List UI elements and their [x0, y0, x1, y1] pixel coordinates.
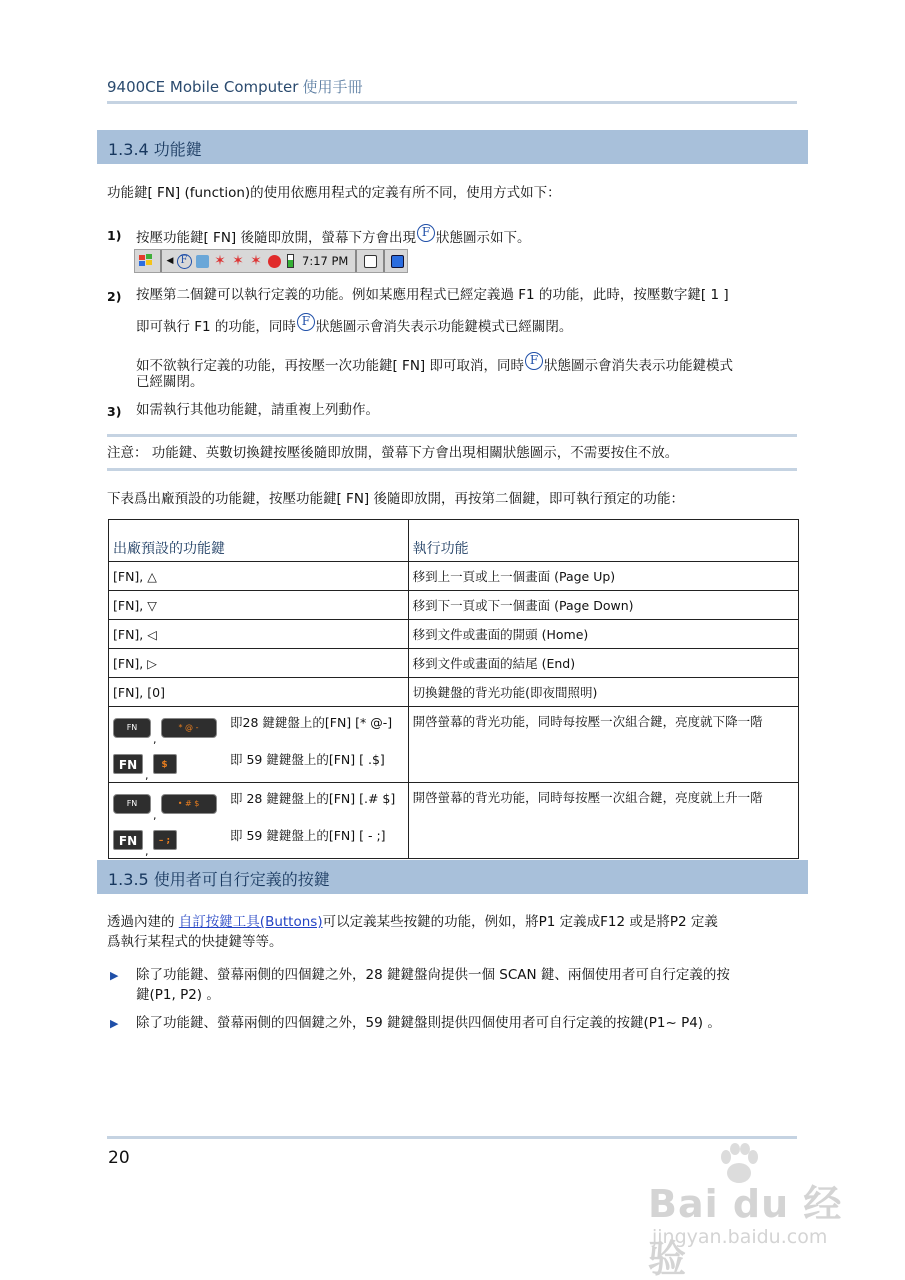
- network-icon: [193, 250, 211, 272]
- taskbar-divider-2: [355, 250, 357, 272]
- product-name: 9400CE Mobile Computer: [107, 78, 299, 96]
- key-59-backlight-up-image: – ;: [158, 836, 171, 846]
- backlight-down-28-desc: 即28 鍵鍵盤上的[FN] [* @-]: [230, 715, 393, 730]
- radio-signal-icon: ✶: [214, 253, 226, 269]
- user-keys-intro-line-2: 爲執行某程式的快捷鍵等等。: [107, 934, 283, 950]
- watermark-url: jingyan.baidu.com: [652, 1226, 828, 1248]
- bullet-28-key-line-1: 除了功能鍵、螢幕兩側的四個鍵之外，28 鍵鍵盤尙提供一個 SCAN 鍵、兩個使用者可自行定義的按: [136, 967, 730, 983]
- backlight-up-59-desc: 即 59 鍵鍵盤上的[FN] [ - ;]: [230, 828, 386, 843]
- taskbar-time: 7:17 PM: [302, 254, 349, 268]
- table-cell-function: 移到文件或畫面的結尾 (End): [408, 649, 798, 678]
- buttons-tool-link[interactable]: 自訂按鍵工具(Buttons): [178, 914, 323, 930]
- table-cell-key: [FN], [0]: [109, 678, 409, 707]
- footer-rule: [107, 1136, 797, 1139]
- table-row: [109, 649, 799, 678]
- tray-arrow-icon: ◀: [166, 256, 174, 266]
- table-intro: 下表爲出廠預設的功能鍵，按壓功能鍵[ FN] 後隨即放開，再按第二個鍵，即可執行預定的功能：: [107, 491, 684, 507]
- note-text: 注意： 功能鍵、英數切換鍵按壓後隨即放開，螢幕下方會出現相關狀態圖示，不需要按住不放。: [107, 445, 679, 461]
- taskbar-screenshot: [134, 249, 408, 273]
- step-2-cancel-line-2: 已經關閉。: [136, 374, 204, 390]
- table-cell-key: [FN], △: [109, 562, 409, 591]
- windows-switch-icon: [387, 250, 407, 272]
- battery-icon: [283, 250, 297, 272]
- fn-key-59-image: FN: [113, 830, 143, 850]
- fn-status-icon: F: [297, 313, 315, 331]
- section-heading-user-keys: 1.3.5 使用者可自行定義的按鍵: [97, 860, 808, 894]
- baidu-watermark: [648, 1143, 858, 1280]
- bullet-59-key: 除了功能鍵、螢幕兩側的四個鍵之外，59 鍵鍵盤則提供四個使用者可自行定義的按鍵(P1~ P4) 。: [136, 1015, 721, 1031]
- power-icon: [265, 250, 283, 272]
- fn-status-icon: F: [417, 224, 435, 242]
- taskbar-divider: [160, 250, 162, 272]
- backlight-up-28-desc: 即 28 鍵鍵盤上的[FN] [.# $]: [230, 791, 396, 806]
- step-2-line-1: 按壓第二個鍵可以執行定義的功能。例如某應用程式已經定義過 F1 的功能，此時，按壓數字鍵[ 1 ]: [136, 287, 729, 303]
- step-2-cancel-line-1: 如不欲執行定義的功能，再按壓一次功能鍵[ FN] 即可取消，同時 F 狀態圖示會消失表示功能鍵模式: [136, 353, 733, 374]
- key-28-backlight-up-image: • # $: [177, 799, 200, 808]
- table-row: [109, 591, 799, 620]
- function-key-intro: 功能鍵[ FN] (function)的使用依應用程式的定義有所不同，使用方式如下：: [107, 185, 561, 201]
- table-header-row: [109, 520, 799, 562]
- watermark-logo: Bai du 经验: [648, 1182, 843, 1280]
- table-row: [109, 678, 799, 707]
- table-row: [109, 562, 799, 591]
- step-2-line-2: 即可執行 F1 的功能，同時 F 狀態圖示會消失表示功能鍵模式已經關閉。: [136, 314, 573, 335]
- bullet-arrow-icon: ▶: [110, 969, 119, 982]
- step-3-number: 3): [107, 404, 122, 419]
- backlight-down-59-desc: 即 59 鍵鍵盤上的[FN] [ .$]: [230, 752, 385, 767]
- key-28-backlight-down-image: * @ -: [178, 723, 199, 732]
- table-cell-key: [FN], ◁: [109, 620, 409, 649]
- header-rule: [107, 101, 797, 104]
- taskbar-divider-3: [383, 250, 385, 272]
- keyboard-28-combo: FN , * @ -: [113, 710, 404, 746]
- radio-signal-2-icon: ✶: [232, 253, 244, 269]
- bullet-arrow-icon: ▶: [110, 1017, 119, 1030]
- tray-fn-icon: F: [175, 250, 193, 272]
- user-keys-intro: 透過內建的 自訂按鍵工具(Buttons)可以定義某些按鍵的功能，例如，將P1 定義成F12 或是將P2 定義: [107, 914, 718, 930]
- table-row: [109, 620, 799, 649]
- table-row-backlight-down: [109, 707, 799, 783]
- table-cell-function: 開啓螢幕的背光功能，同時每按壓一次組合鍵，亮度就上升一階: [408, 783, 798, 859]
- table-cell-key-images: [109, 707, 409, 783]
- section-heading-function-keys: 1.3.4 功能鍵: [97, 130, 808, 164]
- keyboard-59-combo: FN , $: [113, 746, 404, 782]
- manual-label: 使用手冊: [302, 78, 363, 96]
- table-cell-function: 移到上一頁或上一個畫面 (Page Up): [408, 562, 798, 591]
- key-59-backlight-down-image: $: [161, 760, 168, 770]
- page-number: 20: [108, 1148, 130, 1168]
- note-rule-top: [107, 434, 797, 437]
- table-cell-key-images: [109, 783, 409, 859]
- keyboard-off-icon: [359, 250, 381, 272]
- table-header-key: 出廠預設的功能鍵: [109, 520, 409, 562]
- keyboard-59-combo: FN , – ;: [113, 822, 404, 858]
- fn-key-28-image: FN: [113, 718, 151, 738]
- radio-signal-3-icon: ✶: [250, 253, 262, 269]
- table-cell-function: 移到文件或畫面的開頭 (Home): [408, 620, 798, 649]
- bullet-28-key-line-2: 鍵(P1, P2) 。: [136, 987, 220, 1003]
- step-1-number: 1): [107, 228, 122, 243]
- note-rule-bottom: [107, 468, 797, 471]
- table-cell-key: [FN], ▽: [109, 591, 409, 620]
- table-cell-function: 開啓螢幕的背光功能，同時每按壓一次組合鍵，亮度就下降一階: [408, 707, 798, 783]
- table-header-function: 執行功能: [408, 520, 798, 562]
- step-3-text: 如需執行其他功能鍵，請重複上列動作。: [136, 402, 379, 418]
- fn-key-59-image: FN: [113, 754, 143, 774]
- fn-status-icon: F: [525, 352, 543, 370]
- table-cell-function: 移到下一頁或下一個畫面 (Page Down): [408, 591, 798, 620]
- table-cell-key: [FN], ▷: [109, 649, 409, 678]
- fn-key-28-image: FN: [113, 794, 151, 814]
- start-flag-icon: [135, 250, 157, 272]
- table-row-backlight-up: [109, 783, 799, 859]
- step-1-text: 按壓功能鍵[ FN] 後隨即放開，螢幕下方會出現 F 狀態圖示如下。: [136, 225, 531, 246]
- header-title: [107, 76, 362, 97]
- function-key-table: [108, 519, 799, 859]
- table-cell-function: 切換鍵盤的背光功能(即夜間照明): [408, 678, 798, 707]
- step-2-number: 2): [107, 289, 122, 304]
- keyboard-28-combo: FN , • # $: [113, 786, 404, 822]
